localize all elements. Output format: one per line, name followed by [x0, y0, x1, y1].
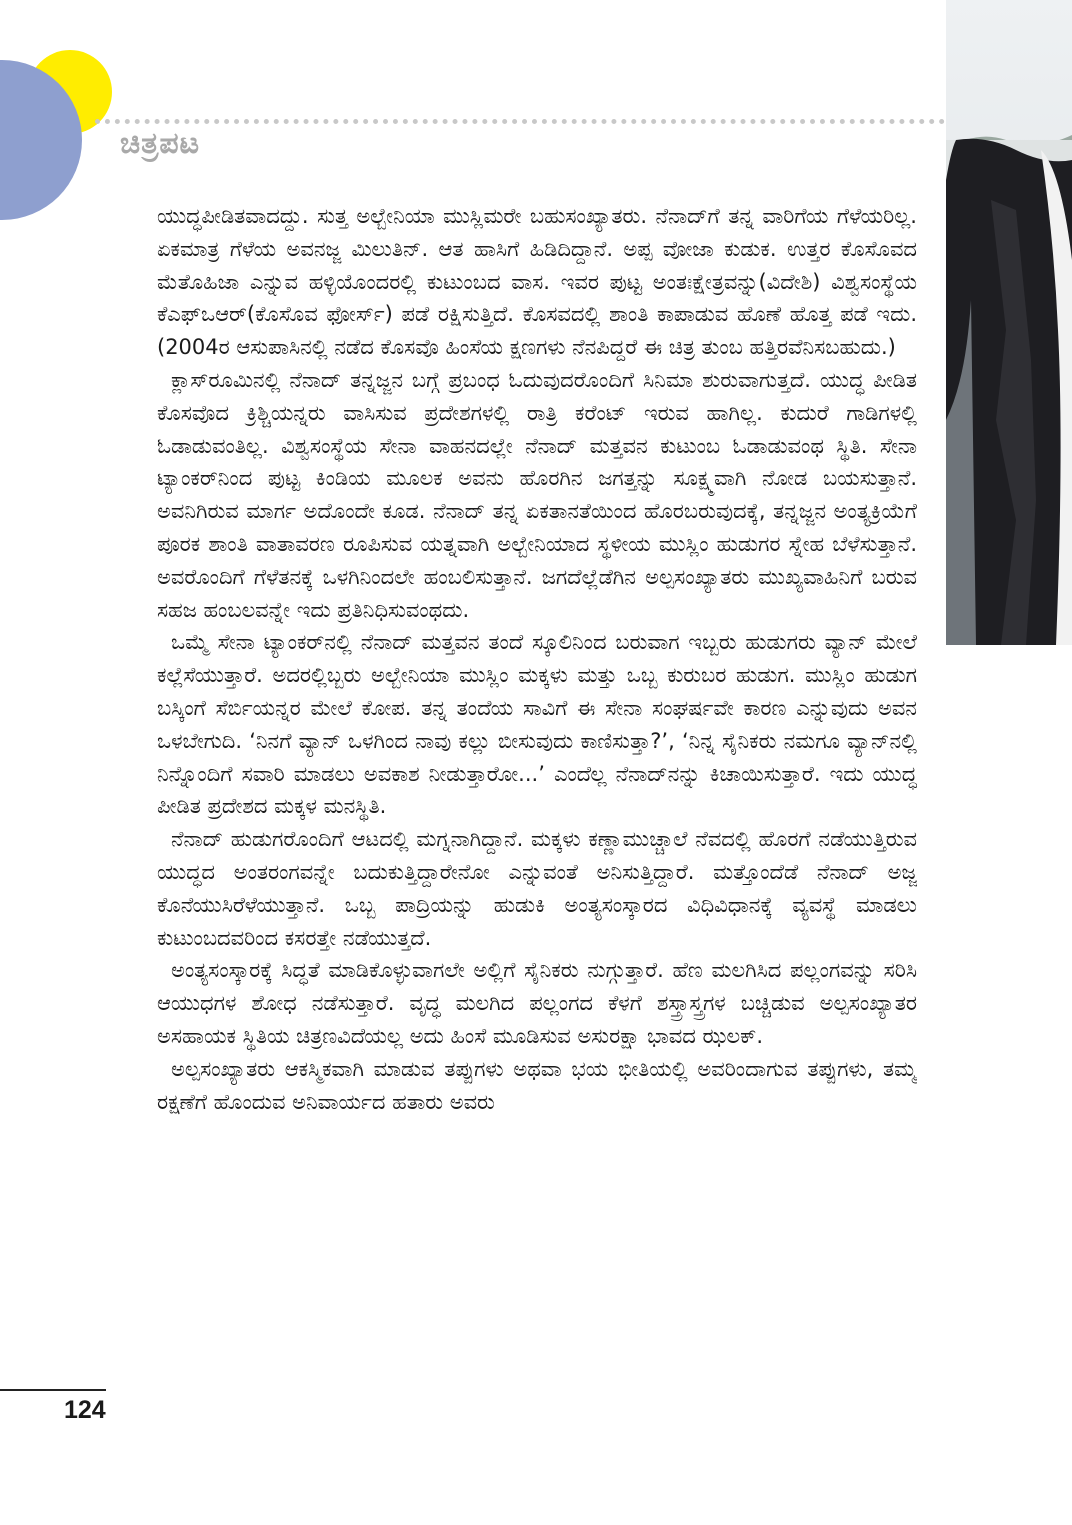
page-number: 124 — [64, 1396, 106, 1424]
header-dotted-rule — [95, 119, 945, 124]
paragraph: ಯುದ್ಧಪೀಡಿತವಾದದ್ದು. ಸುತ್ತ ಅಲ್ಬೇನಿಯಾ ಮುಸ್ಲಿಮರೇ ಬಹುಸಂಖ್ಯಾತರು. ನೆನಾದ್‌ಗೆ ತನ್ನ ವಾರಿಗೆಯ ಗೆಳೆಯರಿಲ್ಲ. ಏಕಮಾತ್ರ ಗೆಳೆಯ ಅವನಜ್ಜ ಮಿಲುತಿನ್. ಆತ ಹಾಸಿಗೆ ಹಿಡಿದಿದ್ದಾನೆ. ಅಪ್ಪ ವೋಜಾ ಕುಡುಕ. ಉತ್ತರ ಕೊಸೊವದ ಮೆತೊಹಿಜಾ ಎನ್ನುವ ಹಳ್ಳಿಯೊಂದರಲ್ಲಿ ಕುಟುಂಬದ ವಾಸ. ಇವರ ಪುಟ್ಟ ಅಂತಃಕ್ಷೇತ್ರವನ್ನು(ವಿದೇಶಿ) ವಿಶ್ವಸಂಸ್ಥೆಯ ಕೆಎಫ್‌ಒಆರ್(ಕೊಸೊವ ಫೋರ್ಸ್) ಪಡೆ ರಕ್ಷಿಸುತ್ತಿದೆ. ಕೊಸವದಲ್ಲಿ ಶಾಂತಿ ಕಾಪಾಡುವ ಹೊಣೆ ಹೊತ್ತ ಪಡೆ ಇದು. (2004ರ ಆಸುಪಾಸಿನಲ್ಲಿ ನಡೆದ ಕೊಸವೊ ಹಿಂಸೆಯ ಕ್ಷಣಗಳು ನೆನಪಿದ್ದರೆ ಈ ಚಿತ್ರ ತುಂಬ ಹತ್ತಿರವೆನಿಸಬಹುದು.) — [157, 204, 917, 360]
paragraph: ಒಮ್ಮೆ ಸೇನಾ ಟ್ಯಾಂಕರ್‌ನಲ್ಲಿ ನೆನಾದ್ ಮತ್ತವನ ತಂದೆ ಸ್ಕೂಲಿನಿಂದ ಬರುವಾಗ ಇಬ್ಬರು ಹುಡುಗರು ವ್ಯಾನ್ ಮೇಲೆ ಕಲ್ಲೆಸೆಯುತ್ತಾರೆ. ಅದರಲ್ಲಿಬ್ಬರು ಅಲ್ಬೇನಿಯಾ ಮುಸ್ಲಿಂ ಮಕ್ಕಳು ಮತ್ತು ಒಬ್ಬ ಕುರುಬರ ಹುಡುಗ. ಮುಸ್ಲಿಂ ಹುಡುಗ ಬಸ್ಕಿಂಗೆ ಸೆರ್ಬಿಯನ್ನರ ಮೇಲೆ ಕೋಪ. ತನ್ನ ತಂದೆಯ ಸಾವಿಗೆ ಈ ಸೇನಾ ಸಂಘರ್ಷವೇ ಕಾರಣ ಎನ್ನುವುದು ಅವನ ಒಳಬೇಗುದಿ. ‘ನಿನಗೆ ವ್ಯಾನ್ ಒಳಗಿಂದ ನಾವು ಕಲ್ಲು ಬೀಸುವುದು ಕಾಣಿಸುತ್ತಾ?’, ‘ನಿನ್ನ ಸೈನಿಕರು ನಮಗೂ ವ್ಯಾನ್‌ನಲ್ಲಿ ನಿನ್ನೊಂದಿಗೆ ಸವಾರಿ ಮಾಡಲು ಅವಕಾಶ ನೀಡುತ್ತಾರೋ...’ ಎಂದೆಲ್ಲ ನೆನಾದ್‌ನನ್ನು ಕಿಚಾಯಿಸುತ್ತಾರೆ. ಇದು ಯುದ್ಧ ಪೀಡಿತ ಪ್ರದೇಶದ ಮಕ್ಕಳ ಮನಸ್ಥಿತಿ. — [157, 630, 917, 819]
paragraph: ಅಲ್ಪಸಂಖ್ಯಾತರು ಆಕಸ್ಮಿಕವಾಗಿ ಮಾಡುವ ತಪ್ಪುಗಳು ಅಥವಾ ಭಯ ಭೀತಿಯಲ್ಲಿ ಅವರಿಂದಾಗುವ ತಪ್ಪುಗಳು, ತಮ್ಮ ರಕ್ಷಣೆಗೆ ಹೊಂದುವ ಅನಿವಾರ್ಯದ ಹತಾರು ಅವರು — [157, 1056, 917, 1114]
paragraph: ನೆನಾದ್ ಹುಡುಗರೊಂದಿಗೆ ಆಟದಲ್ಲಿ ಮಗ್ನನಾಗಿದ್ದಾನೆ. ಮಕ್ಕಳು ಕಣ್ಣಾಮುಚ್ಚಾಲೆ ನೆವದಲ್ಲಿ ಹೊರಗೆ ನಡೆಯುತ್ತಿರುವ ಯುದ್ಧದ ಅಂತರಂಗವನ್ನೇ ಬದುಕುತ್ತಿದ್ದಾರೇನೋ ಎನ್ನುವಂತೆ ಅನಿಸುತ್ತಿದ್ದಾರೆ. ಮತ್ತೊಂದೆಡೆ ನೆನಾದ್ ಅಜ್ಜ ಕೊನೆಯುಸಿರೆಳೆಯುತ್ತಾನೆ. ಒಬ್ಬ ಪಾದ್ರಿಯನ್ನು ಹುಡುಕಿ ಅಂತ್ಯಸಂಸ್ಕಾರದ ವಿಧಿವಿಧಾನಕ್ಕೆ ವ್ಯವಸ್ಥೆ ಮಾಡಲು ಕುಟುಂಬದವರಿಂದ ಕಸರತ್ತೇ ನಡೆಯುತ್ತದೆ. — [157, 827, 917, 950]
paragraph: ಕ್ಲಾಸ್‌ರೂಮಿನಲ್ಲಿ ನೆನಾದ್ ತನ್ನಜ್ಜನ ಬಗ್ಗೆ ಪ್ರಬಂಧ ಓದುವುದರೊಂದಿಗೆ ಸಿನಿಮಾ ಶುರುವಾಗುತ್ತದೆ. ಯುದ್ಧ ಪೀಡಿತ ಕೊಸವೊದ ಕ್ರಿಶ್ಚಿಯನ್ನರು ವಾಸಿಸುವ ಪ್ರದೇಶಗಳಲ್ಲಿ ರಾತ್ರಿ ಕರೆಂಟ್ ಇರುವ ಹಾಗಿಲ್ಲ. ಕುದುರೆ ಗಾಡಿಗಳಲ್ಲಿ ಓಡಾಡುವಂತಿಲ್ಲ. ವಿಶ್ವಸಂಸ್ಥೆಯ ಸೇನಾ ವಾಹನದಲ್ಲೇ ನೆನಾದ್ ಮತ್ತವನ ಕುಟುಂಬ ಓಡಾಡುವಂಥ ಸ್ಥಿತಿ. ಸೇನಾ ಟ್ಯಾಂಕರ್‌ನಿಂದ ಪುಟ್ಟ ಕಿಂಡಿಯ ಮೂಲಕ ಅವನು ಹೊರಗಿನ ಜಗತ್ತನ್ನು ಸೂಕ್ಷ್ಮವಾಗಿ ನೋಡ ಬಯಸುತ್ತಾನೆ. ಅವನಿಗಿರುವ ಮಾರ್ಗ ಅದೊಂದೇ ಕೂಡ. ನೆನಾದ್ ತನ್ನ ಏಕತಾನತೆಯಿಂದ ಹೊರಬರುವುದಕ್ಕೆ, ತನ್ನಜ್ಜನ ಅಂತ್ಯಕ್ರಿಯೆಗೆ ಪೂರಕ ಶಾಂತಿ ವಾತಾವರಣ ರೂಪಿಸುವ ಯತ್ನವಾಗಿ ಅಲ್ಬೇನಿಯಾದ ಸ್ಥಳೀಯ ಮುಸ್ಲಿಂ ಹುಡುಗರ ಸ್ನೇಹ ಬೆಳೆಸುತ್ತಾನೆ. ಅವರೊಂದಿಗೆ ಗೆಳೆತನಕ್ಕೆ ಒಳಗಿನಿಂದಲೇ ಹಂಬಲಿಸುತ್ತಾನೆ. ಜಗದೆಲ್ಲೆಡೆಗಿನ ಅಲ್ಪಸಂಖ್ಯಾತರು ಮುಖ್ಯವಾಹಿನಿಗೆ ಬರುವ ಸಹಜ ಹಂಬಲವನ್ನೇ ಇದು ಪ್ರತಿನಿಧಿಸುವಂಥದು. — [157, 367, 917, 622]
footer-rule — [0, 1389, 106, 1391]
section-title: ಚಿತ್ರಪಟ — [120, 126, 201, 161]
article-body — [157, 200, 917, 1395]
film-still-photo — [946, 0, 1072, 645]
paragraph: ಅಂತ್ಯಸಂಸ್ಕಾರಕ್ಕೆ ಸಿದ್ಧತೆ ಮಾಡಿಕೊಳ್ಳುವಾಗಲೇ ಅಲ್ಲಿಗೆ ಸೈನಿಕರು ನುಗ್ಗುತ್ತಾರೆ. ಹೆಣ ಮಲಗಿಸಿದ ಪಲ್ಲಂಗವನ್ನು ಸರಿಸಿ ಆಯುಧಗಳ ಶೋಧ ನಡೆಸುತ್ತಾರೆ. ವೃದ್ಧ ಮಲಗಿದ ಪಲ್ಲಂಗದ ಕೆಳಗೆ ಶಸ್ತ್ರಾಸ್ತ್ರಗಳ ಬಚ್ಚಿಡುವ ಅಲ್ಪಸಂಖ್ಯಾತರ ಅಸಹಾಯಕ ಸ್ಥಿತಿಯ ಚಿತ್ರಣವಿದೆಯಲ್ಲ ಅದು ಹಿಂಸೆ ಮೂಡಿಸುವ ಅಸುರಕ್ಷಾ ಭಾವದ ಝಲಕ್. — [157, 958, 917, 1048]
photo-still-icon — [946, 0, 1072, 645]
